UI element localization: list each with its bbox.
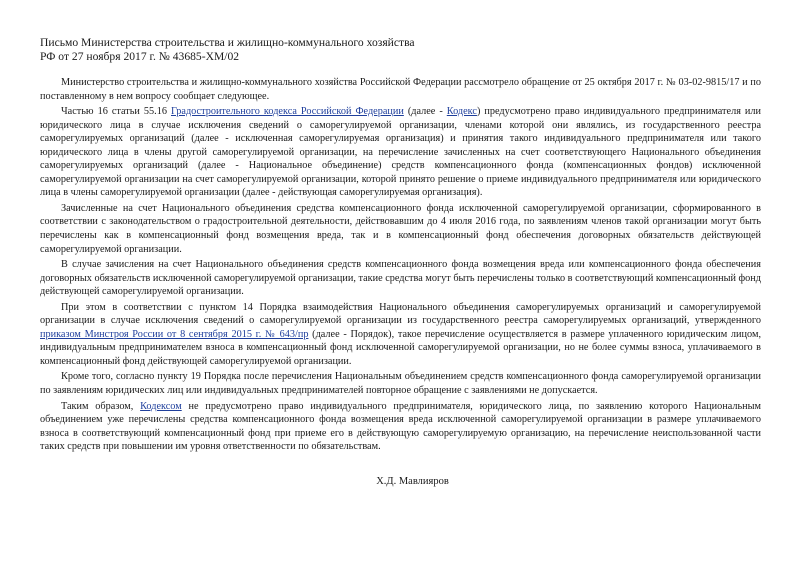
text-segment: не предусмотрено право индивидуального предпринимателя, юридического лица, по заявлению которого Национальным объединением уже перечислены средства компенсационного фонда возмещения вреда исключенной саморегулируемой организации в размере уплачиваемого взноса в соответствующий компенсационный фонд при приеме его в действующую саморегулируемую организацию, на перечисление неиспользованной части таких средств при повышении им уровня ответственности по обязательствам. bbox=[40, 400, 761, 453]
signature: Х.Д. Мавлияров bbox=[376, 475, 449, 487]
text-segment: (далее - Порядок), такое перечисление осуществляется в размере уплаченного юридическим лицом, индивидуальным предпринимателем взноса в компенсационный фонд исключенной саморегулируемой организации, но не более суммы взноса, уплачиваемого в компенсационный фонд действующей саморегулируемой организации. bbox=[40, 328, 762, 367]
link-grad-code[interactable]: Градостроительного кодекса Российской Федерации bbox=[170, 106, 404, 118]
link-code-reference[interactable]: Кодексом bbox=[140, 400, 182, 412]
text-segment: При этом в соответствии с пунктом 14 Порядка взаимодействия Национального объединения саморегулируемых организаций и саморегулируемой организации в случае исключения сведений о саморегулируемой организации из государственного реестра саморегулируемых организаций, утвержденного bbox=[40, 301, 761, 327]
paragraph-code-provision bbox=[40, 105, 761, 200]
paragraph-conclusion bbox=[40, 400, 761, 454]
text-segment: Таким образом, bbox=[61, 400, 141, 412]
paragraph-transfer-case: В случае зачисления на счет Национального объединения средств компенсационного фонда возмещения вреда или компенсационного фонда обеспечения договорных обязательств исключенной саморегулируемой организации, такие средства могут быть перечислены только в соответствующий компенсационный фонд действующей саморегулируемой организации. bbox=[40, 259, 761, 298]
document-title: Письмо Министерства строительства и жилищно-коммунального хозяйства РФ от 27 ноября 2017 г. № 43685-ХМ/02 bbox=[40, 36, 415, 63]
text-segment: (далее - bbox=[403, 106, 447, 118]
link-code[interactable]: Кодекс bbox=[446, 106, 477, 118]
link-minstroy-order[interactable]: приказом Минстроя России от 8 сентября 2015 г. № 643/пр bbox=[40, 328, 309, 340]
text-segment: ) предусмотрено право индивидуального предпринимателя или юридического лица в случае исключения сведений о саморегулируемой организации, членами которой они являлись, из государственного реестра саморегулируемых организаций (далее - исключенная саморегулируемая организация) и принятия такого индивидуального предпринимателя или такого юридического лица в члены другой саморегулируемой организации, на перечисление зачисленных на счет соответствующего Национального объединения саморегулируемых организаций (далее - Национальное объединение) средств компенсационного фонда (компенсационных фондов) исключенной саморегулируемой организации на счет саморегулируемой организации, которой принято решение о приеме индивидуального предпринимателя или юридического лица в члены саморегулируемой организации (далее - действующая саморегулируемая организация). bbox=[40, 106, 761, 199]
paragraph-procedure bbox=[40, 301, 761, 369]
paragraph-credited-funds: Зачисленные на счет Национального объединения средства компенсационного фонда исключенной саморегулируемой организации, сформированного в соответствии с законодательством о градостроительной деятельности, действовавшим до 4 июля 2016 года, по заявлениям членов такой организации могут быть перечислены как в компенсационный фонд возмещения вреда, так и в компенсационный фонд обеспечения договорных обязательств действующей саморегулируемой организации. bbox=[40, 202, 761, 255]
text-segment: Частью 16 статьи 55.16 bbox=[61, 106, 171, 118]
paragraph-intro: Министерство строительства и жилищно-коммунального хозяйства Российской Федерации рассмотрело обращение от 25 октября 2017 г. № 03-02-9815/17 и по поставленному в нем вопросу сообщает следующее. bbox=[40, 77, 761, 102]
paragraph-repeat-application: Кроме того, согласно пункту 19 Порядка после перечисления Национальным объединением средств компенсационного фонда саморегулируемой организации по заявлениям юридических лиц или индивидуальных предпринимателей повторное обращение с заявлениями не допускается. bbox=[40, 371, 761, 397]
